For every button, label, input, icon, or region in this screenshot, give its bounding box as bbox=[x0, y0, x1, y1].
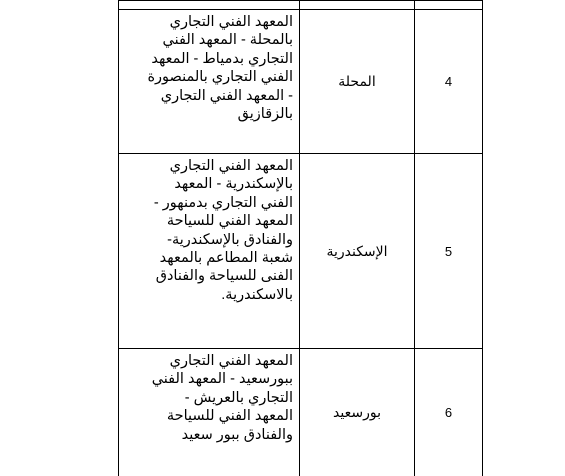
institutes-cell bbox=[119, 10, 300, 154]
table-cell-empty bbox=[119, 1, 300, 10]
table-row bbox=[119, 10, 483, 154]
row-number-cell: 5 bbox=[415, 154, 483, 349]
table-cell-empty bbox=[300, 1, 415, 10]
table-cell-empty bbox=[415, 1, 483, 10]
row-number-cell: 4 bbox=[415, 10, 483, 154]
city-cell: الإسكندرية bbox=[300, 154, 415, 349]
table-row bbox=[119, 154, 483, 349]
institutes-text: المعهد الفني التجاري بالمحلة - المعهد الفني التجاري بدمياط - المعهد الفني التجاري بالمنصورة - المعهد الفني التجاري بالزقازيق bbox=[123, 13, 293, 123]
institutes-table bbox=[118, 0, 483, 476]
city-cell: بورسعيد bbox=[300, 349, 415, 476]
table-row-partial bbox=[119, 1, 483, 10]
institutes-cell bbox=[119, 154, 300, 349]
table-row bbox=[119, 349, 483, 476]
city-cell: المحلة bbox=[300, 10, 415, 154]
institutes-text: المعهد الفني التجاري بالإسكندرية - المعهد الفني التجاري بدمنهور - المعهد الفني للسياحة والفنادق بالإسكندرية- شعبة المطاعم بالمعهد الفنى للسياحة والفنادق بالاسكندرية. bbox=[123, 157, 293, 304]
institutes-cell bbox=[119, 349, 300, 476]
row-number-cell: 6 bbox=[415, 349, 483, 476]
institutes-text: المعهد الفني التجاري ببورسعيد - المعهد الفني التجاري بالعريش - المعهد الفني للسياحة والفنادق ببور سعيد bbox=[123, 352, 293, 444]
